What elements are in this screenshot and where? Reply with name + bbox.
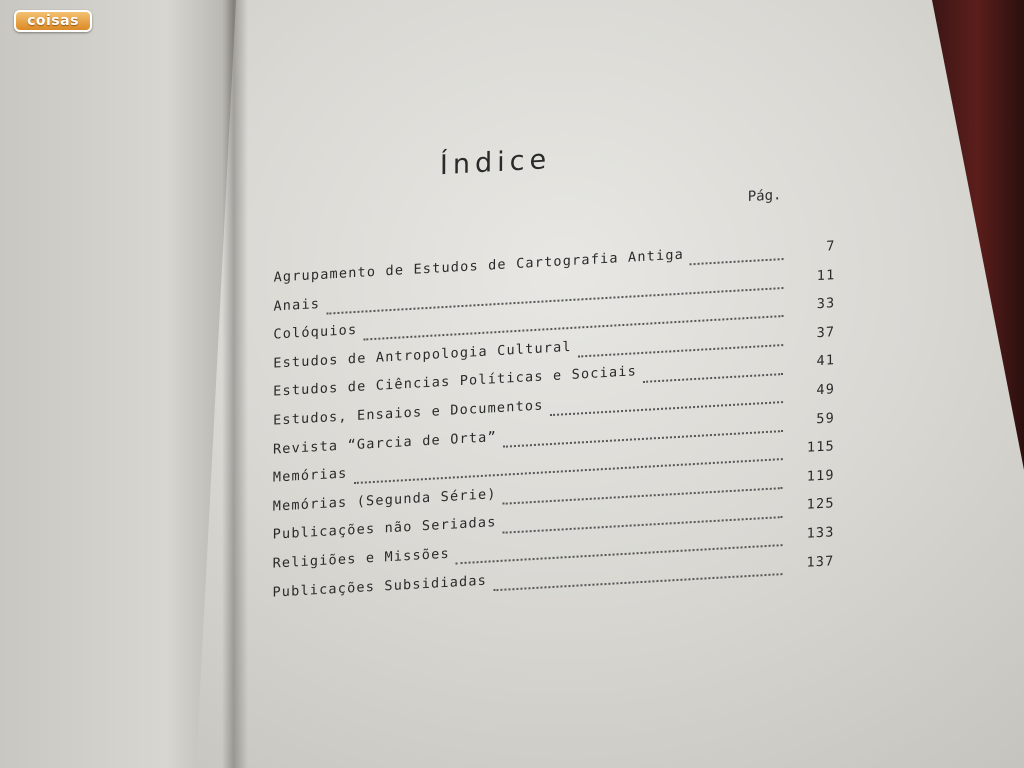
- page-title: Índice: [439, 144, 552, 182]
- toc-entry-label: Estudos de Ciências Políticas e Sociais: [273, 363, 637, 400]
- toc-entry-page: 37: [816, 323, 836, 341]
- toc-entry-page: 119: [806, 466, 835, 485]
- toc-entry-page: 11: [816, 266, 836, 284]
- toc-entry-page: 125: [806, 495, 835, 514]
- watermark-text: coisas: [27, 13, 79, 29]
- toc-entry-label: Revista “Garcia de Orta”: [272, 428, 497, 458]
- toc-entry-page: 49: [816, 381, 836, 399]
- table-of-contents: [272, 238, 835, 613]
- dot-leader: [643, 373, 783, 383]
- toc-entry-label: Religiões e Missões: [272, 545, 450, 572]
- toc-entry-page: 7: [826, 238, 836, 255]
- index-page: [228, 126, 836, 620]
- dot-leader: [578, 344, 784, 357]
- dot-leader: [690, 258, 784, 265]
- watermark-logo: [14, 10, 92, 32]
- toc-entry-label: Estudos de Antropologia Cultural: [273, 338, 572, 372]
- toc-entry-label: Estudos, Ensaios e Documentos: [273, 397, 544, 429]
- toc-entry-page: 33: [816, 295, 836, 313]
- toc-entry-label: Agrupamento de Estudos de Cartografia Antiga: [273, 246, 685, 286]
- toc-entry-page: 115: [806, 438, 835, 456]
- dot-leader: [493, 573, 782, 591]
- toc-entry-label: Publicações Subsidiadas: [272, 572, 488, 601]
- toc-entry-page: 137: [806, 552, 835, 571]
- page-column-header: Pág.: [747, 187, 782, 206]
- toc-entry-label: Colóquios: [273, 322, 358, 343]
- toc-entry-page: 41: [816, 352, 836, 370]
- toc-entry-label: Memórias (Segunda Série): [272, 485, 497, 515]
- toc-entry-label: Memórias: [272, 465, 348, 486]
- toc-entry-label: Publicações não Seriadas: [272, 514, 497, 543]
- toc-entry-page: 59: [816, 409, 836, 427]
- toc-entry-label: Anais: [273, 295, 321, 315]
- toc-entry-page: 133: [806, 524, 835, 542]
